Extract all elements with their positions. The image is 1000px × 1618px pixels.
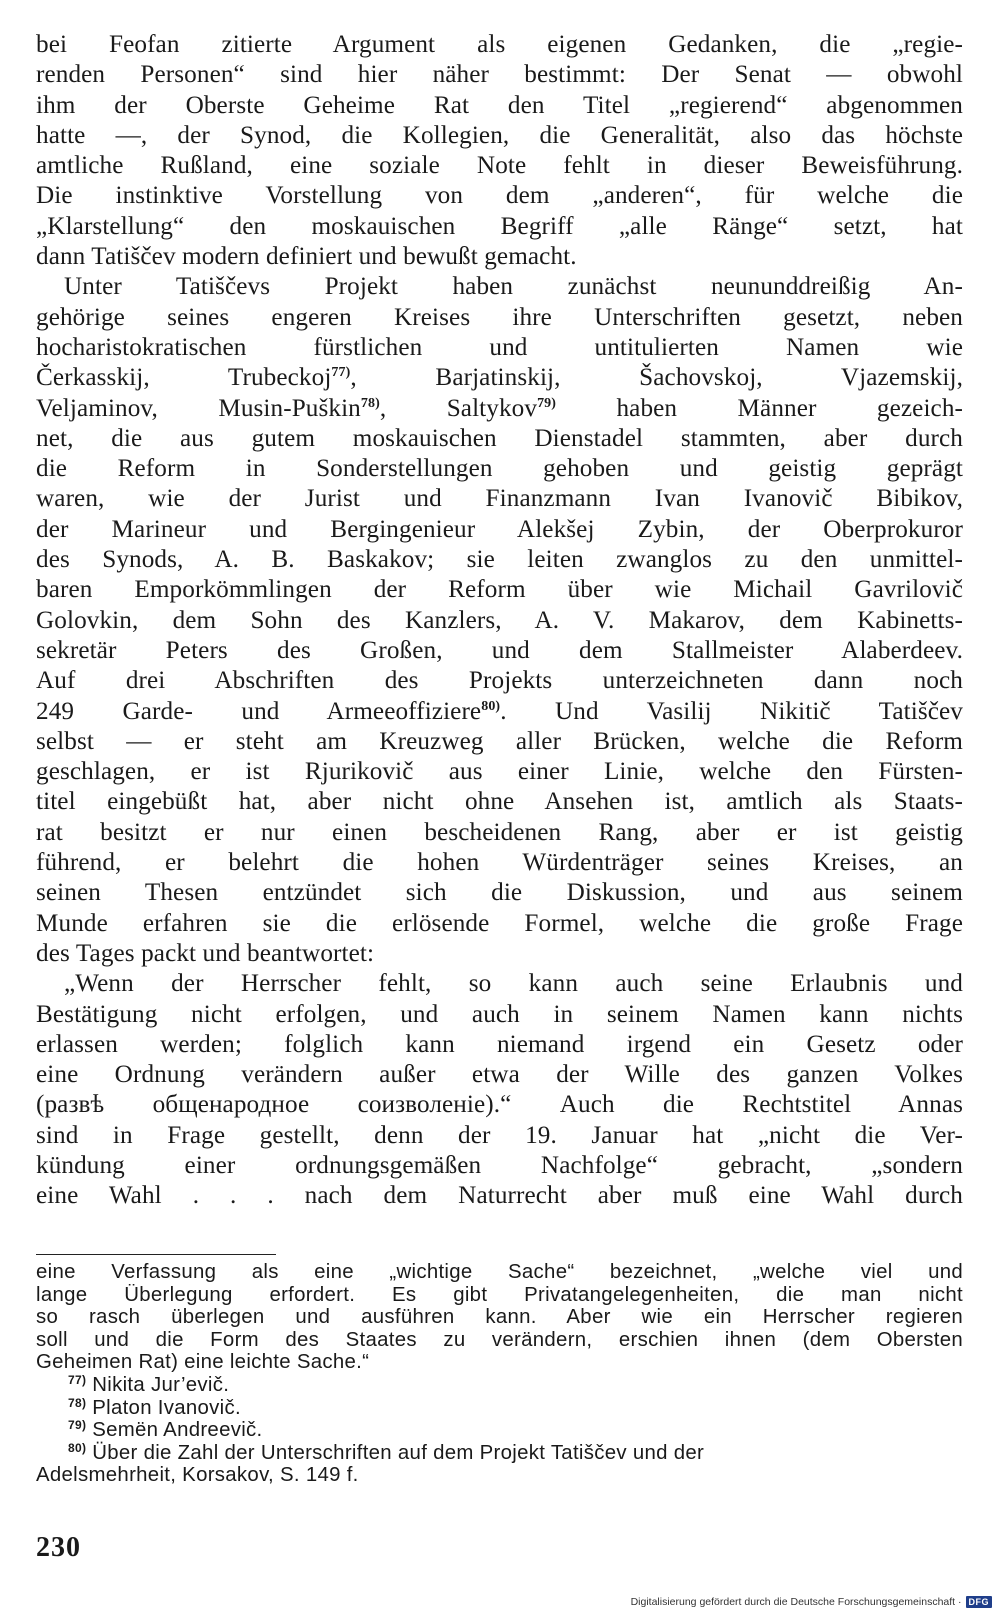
text-line: dann Tatiščev modern definiert und bewußt gemacht. xyxy=(36,243,577,271)
footnote-mark: 78) xyxy=(68,1395,87,1410)
text-line: renden Personen“ sind hier näher bestimmt: Der Senat — obwohl xyxy=(36,61,963,89)
note-line: so rasch überlegen und ausführen kann. Aber wie ein Herrscher regieren xyxy=(36,1306,963,1329)
footnote-ref-79: 79) xyxy=(537,395,557,411)
text-line: erlassen werden; folglich kann niemand irgend ein Gesetz oder xyxy=(36,1030,963,1058)
footnote-text: Nikita Jur’evič. xyxy=(92,1373,230,1396)
text-line: geschlagen, er ist Rjurikovič aus einer Linie, welche den Fürsten- xyxy=(36,758,963,786)
footnote-mark: 79) xyxy=(68,1418,87,1433)
text-line: gehörige seines engeren Kreises ihre Unterschriften gesetzt, neben xyxy=(36,303,963,331)
text-line: „Wenn der Herrscher fehlt, so kann auch seine Erlaubnis und xyxy=(64,970,963,998)
text-segment: 249 Garde- und Armeeoffiziere xyxy=(36,697,482,725)
text-line: „Klarstellung“ den moskauischen Begriff „alle Ränge“ setzt, hat xyxy=(36,212,963,240)
text-line: Bestätigung nicht erfolgen, und auch in seinem Namen kann nichts xyxy=(36,1000,963,1028)
digitization-footer xyxy=(631,1596,992,1608)
text-line: hatte —, der Synod, die Kollegien, die Generalität, also das höchste xyxy=(36,121,963,149)
text-line: eine Wahl . . . nach dem Naturrecht aber muß eine Wahl durch xyxy=(36,1182,963,1210)
text-line: eine Ordnung verändern außer etwa der Wille des ganzen Volkes xyxy=(36,1061,963,1089)
text-segment: Veljaminov, Musin-Puškin xyxy=(36,394,361,422)
text-line: hocharistokratischen fürstlichen und untitulierten Namen wie xyxy=(36,333,963,361)
text-line: rat besitzt er nur einen bescheidenen Rang, aber er ist geistig xyxy=(36,818,963,846)
text-line: ihm der Oberste Geheime Rat den Titel „regierend“ abgenommen xyxy=(36,91,963,119)
text-segment: haben Männer gezeich- xyxy=(556,394,963,422)
text-line: Golovkin, dem Sohn des Kanzlers, A. V. Makarov, dem Kabinetts- xyxy=(36,606,963,634)
text-line: sekretär Peters des Großen, und dem Stallmeister Alaberdeev. xyxy=(36,636,963,664)
text-line: Die instinktive Vorstellung von dem „anderen“, für welche die xyxy=(36,182,963,210)
text-line: die Reform in Sonderstellungen gehoben und geistig geprägt xyxy=(36,455,963,483)
text-line: seinen Thesen entzündet sich die Diskussion, und aus seinem xyxy=(36,879,963,907)
footnote-text: Semën Andreevič. xyxy=(92,1419,263,1442)
text-line: selbst — er steht am Kreuzweg aller Brücken, welche die Reform xyxy=(36,727,963,755)
footnote-mark: 80) xyxy=(68,1440,87,1455)
text-line: der Marineur und Bergingenieur Alekšej Zybin, der Oberprokuror xyxy=(36,515,963,543)
text-segment: , Saltykov xyxy=(379,394,538,422)
note-line: eine Verfassung als eine „wichtige Sache“ bezeichnet, „welche viel und xyxy=(36,1261,963,1283)
text-line: titel eingebüßt hat, aber nicht ohne Ansehen ist, amtlich als Staats- xyxy=(36,788,963,816)
text-line: baren Emporkömmlingen der Reform über wie Michail Gavrilovič xyxy=(36,576,963,604)
text-line xyxy=(36,363,963,393)
footnotes xyxy=(36,1261,963,1487)
footnote-ref-80: 80) xyxy=(481,698,501,714)
footnote-ref-78: 78) xyxy=(360,395,380,411)
text-line: führend, er belehrt die hohen Würdenträger seines Kreises, an xyxy=(36,849,963,877)
text-line: sind in Frage gestellt, denn der 19. Januar hat „nicht die Ver- xyxy=(36,1121,963,1149)
text-line: des Synods, A. B. Baskakov; sie leiten zwanglos zu den unmittel- xyxy=(36,546,963,574)
footnote-text: Platon Ivanovič. xyxy=(92,1396,241,1419)
text-line: Munde erfahren sie die erlösende Formel, welche die große Frage xyxy=(36,909,963,937)
footnote-divider xyxy=(36,1254,276,1255)
note-line: lange Überlegung erfordert. Es gibt Privatangelegenheiten, die man nicht xyxy=(36,1283,963,1306)
text-segment: Čerkasskij, Trubeckoj xyxy=(36,364,332,392)
text-line: Auf drei Abschriften des Projekts unterzeichneten dann noch xyxy=(36,667,963,695)
footer-text: Digitalisierung gefördert durch die Deutsche Forschungsgemeinschaft · xyxy=(630,1596,962,1608)
text-line xyxy=(36,697,963,727)
footnote-80 xyxy=(36,1442,963,1465)
text-line: Unter Tatiščevs Projekt haben zunächst neununddreißig An- xyxy=(64,273,963,301)
text-line: bei Feofan zitierte Argument als eigenen Gedanken, die „regie- xyxy=(36,31,963,58)
note-line: soll und die Form des Staates zu verändern, erschien ihnen (dem Obersten xyxy=(36,1328,963,1351)
text-line: (развѣ общенародное соизволеніе).“ Auch die Rechtstitel Annas xyxy=(36,1091,963,1119)
footnote-mark: 77) xyxy=(68,1372,87,1387)
text-line: des Tages packt und beantwortet: xyxy=(36,939,375,967)
footnote-77 xyxy=(36,1374,963,1397)
text-segment: . Und Vasilij Nikitič Tatiščev xyxy=(500,697,963,725)
text-line: kündung einer ordnungsgemäßen Nachfolge“ gebracht, „sondern xyxy=(36,1151,963,1179)
footnote-78 xyxy=(36,1397,963,1420)
footnote-ref-77: 77) xyxy=(331,365,351,381)
dfg-logo-icon: DFG xyxy=(966,1596,993,1608)
text-line: amtliche Rußland, eine soziale Note fehlt in dieser Beweisführung. xyxy=(36,152,963,180)
note-line: Adelsmehrheit, Korsakov, S. 149 f. xyxy=(36,1464,359,1487)
footnote-text: Über die Zahl der Unterschriften auf dem Projekt Tatiščev und der xyxy=(92,1441,705,1464)
page-number: 230 xyxy=(36,1532,81,1563)
text-line: waren, wie der Jurist und Finanzmann Ivan Ivanovič Bibikov, xyxy=(36,485,963,513)
note-line: Geheimen Rat) eine leichte Sache.“ xyxy=(36,1351,370,1374)
body-text xyxy=(36,30,963,1212)
text-segment: , Barjatinskij, Šachovskoj, Vjazemskij, xyxy=(350,364,963,392)
text-line xyxy=(36,394,963,424)
footnote-79 xyxy=(36,1419,963,1442)
text-line: net, die aus gutem moskauischen Dienstadel stammten, aber durch xyxy=(36,424,963,452)
